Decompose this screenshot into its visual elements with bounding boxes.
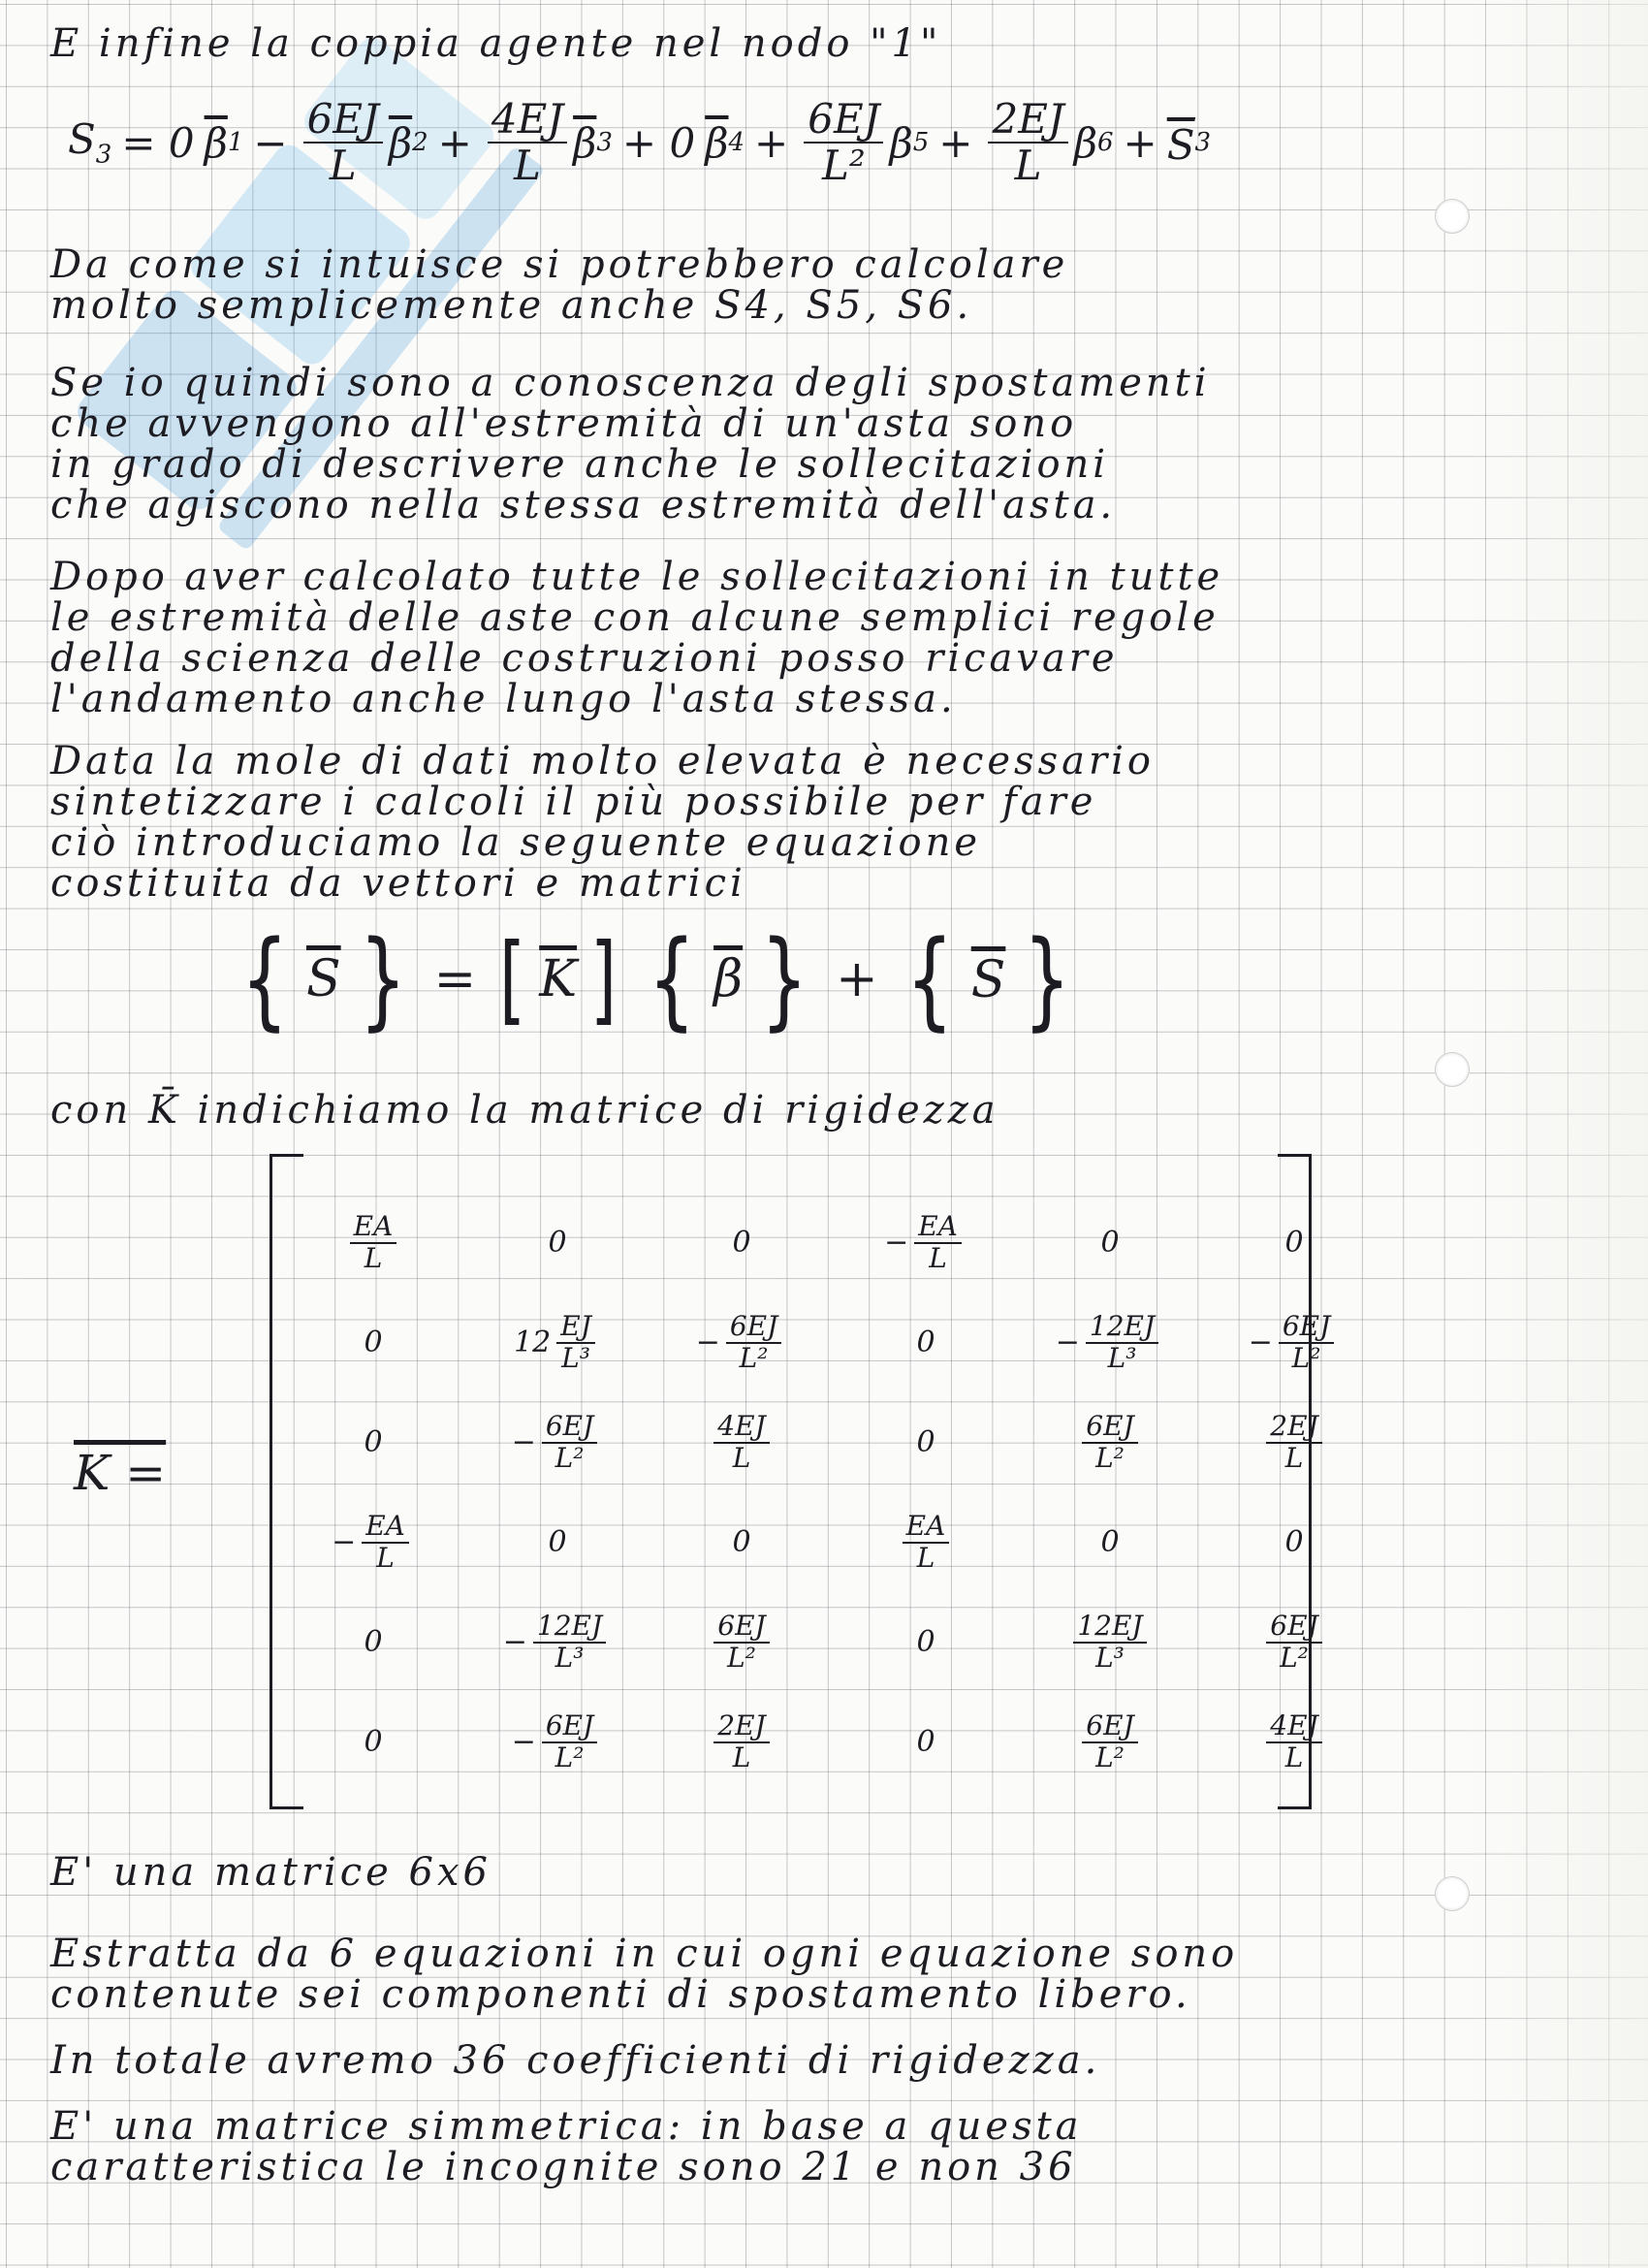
eq-subscript: 2 xyxy=(412,128,428,158)
matrix-denominator: L³ xyxy=(561,1341,590,1374)
matrix-prefix: 12 xyxy=(514,1326,552,1359)
eq-term: $\overline{\beta}$ xyxy=(388,118,413,167)
matrix-cell xyxy=(1202,1592,1386,1692)
matrix-value: 0 xyxy=(364,1625,383,1659)
text-line: In totale avremo 36 coefficienti di rigidezza. xyxy=(50,2038,1101,2083)
brace-open: { xyxy=(905,917,954,1041)
matrix-prefix: − xyxy=(1248,1326,1273,1359)
matrix-numerator: EJ xyxy=(556,1312,595,1344)
matrix-value: 0 xyxy=(916,1326,935,1359)
matrix-fraction xyxy=(542,1409,597,1474)
matrix-cell xyxy=(281,1293,465,1392)
eq-subscript: 1 xyxy=(227,128,244,158)
matrix-value: 0 xyxy=(916,1625,935,1659)
matrix-cell xyxy=(834,1592,1018,1692)
brace-close: } xyxy=(359,917,407,1041)
eq-symbol xyxy=(68,115,111,169)
matrix-denominator: L xyxy=(364,1241,383,1274)
matrix-cell xyxy=(650,1492,834,1592)
eq-denominator: L xyxy=(329,142,357,190)
matrix-numerator: 6EJ xyxy=(1082,1711,1137,1743)
matrix-denominator: L² xyxy=(555,1741,585,1773)
paper-right-margin xyxy=(1464,0,1648,2268)
matrix-numerator: 12EJ xyxy=(1073,1612,1146,1644)
eq-term: β xyxy=(889,118,913,167)
matrix-cell xyxy=(834,1293,1018,1392)
stiffness-matrix xyxy=(281,1193,1386,1792)
matrix-fraction xyxy=(1082,1409,1137,1474)
eq-vector-beta: $\overline{\beta}$ xyxy=(713,950,744,1008)
matrix-value: 0 xyxy=(1284,1226,1304,1260)
eq-term: + 0 xyxy=(621,118,696,167)
eq-fraction xyxy=(488,97,567,188)
text-line: Data la mole di dati molto elevata è necessario xyxy=(50,739,1155,783)
matrix-prefix: − xyxy=(884,1226,909,1260)
matrix-fraction xyxy=(362,1509,409,1574)
matrix-prefix: − xyxy=(511,1425,536,1459)
eq-term: + xyxy=(437,118,472,167)
matrix-denominator: L³ xyxy=(1095,1641,1125,1674)
eq-subscript: 4 xyxy=(728,128,745,158)
eq-term: $\overline{S}$ xyxy=(1167,117,1195,169)
matrix-prefix: − xyxy=(332,1525,357,1559)
eq-term: + xyxy=(1123,118,1157,167)
matrix-cell xyxy=(281,1592,465,1692)
brace-close: } xyxy=(760,917,808,1041)
eq-equals: = xyxy=(433,950,477,1008)
eq-numerator: 6EJ xyxy=(804,97,883,144)
matrix-value: 0 xyxy=(1284,1525,1304,1559)
matrix-fraction xyxy=(1266,1711,1321,1773)
matrix-fraction xyxy=(713,1409,769,1474)
matrix-fraction xyxy=(1073,1609,1146,1674)
matrix-label xyxy=(74,1445,166,1501)
eq-subscript: 3 xyxy=(1194,128,1212,158)
matrix-cell xyxy=(834,1492,1018,1592)
matrix-denominator: L xyxy=(916,1541,935,1574)
matrix-cell xyxy=(281,1692,465,1792)
text-line: contenute sei componenti di spostamento libero. xyxy=(50,1972,1191,2017)
matrix-prefix: − xyxy=(695,1326,720,1359)
text-line: E' una matrice 6x6 xyxy=(50,1850,492,1895)
text-line: l'andamento anche lungo l'asta stessa. xyxy=(50,677,957,721)
matrix-cell xyxy=(465,1492,650,1592)
eq-numerator: 2EJ xyxy=(988,97,1067,144)
eq-subscript: 5 xyxy=(912,128,930,158)
matrix-fraction xyxy=(713,1609,769,1674)
eq-term: + xyxy=(938,118,973,167)
binder-hole xyxy=(1435,1876,1470,1911)
bracket-open: [ xyxy=(499,922,526,1036)
matrix-cell xyxy=(1202,1392,1386,1492)
text-line: E infine la coppia agente nel nodo "1" xyxy=(50,21,942,66)
matrix-cell xyxy=(650,1392,834,1492)
eq-term: + xyxy=(754,118,789,167)
matrix-cell xyxy=(281,1492,465,1592)
eq-term: $\overline{\beta}$ xyxy=(573,118,597,167)
text-line: Da come si intuisce si potrebbero calcolare xyxy=(50,242,1069,287)
matrix-denominator: L² xyxy=(727,1641,756,1674)
matrix-denominator: L xyxy=(1284,1741,1304,1773)
matrix-prefix: − xyxy=(511,1725,536,1759)
matrix-numerator: 12EJ xyxy=(533,1612,606,1644)
eq-term: β xyxy=(1073,118,1097,167)
text-line: caratteristica le incognite sono 21 e non 36 xyxy=(50,2145,1077,2189)
matrix-label-text: K = xyxy=(74,1445,167,1501)
matrix-prefix: − xyxy=(502,1625,527,1659)
matrix-denominator: L xyxy=(929,1241,947,1274)
eq-denominator: L xyxy=(514,142,541,190)
matrix-value: 0 xyxy=(548,1226,567,1260)
matrix-numerator: 2EJ xyxy=(1266,1412,1321,1444)
matrix-fraction xyxy=(1279,1309,1334,1374)
eq-fraction xyxy=(804,97,883,188)
eq-denominator: L² xyxy=(821,142,866,190)
eq-vector-s: $\overline{S}$ xyxy=(306,950,341,1008)
matrix-fraction xyxy=(1266,1409,1321,1474)
text-line: ciò introduciamo la seguente equazione xyxy=(50,820,982,865)
matrix-cell xyxy=(281,1193,465,1293)
text-line: Dopo aver calcolato tutte le sollecitazioni in tutte xyxy=(50,555,1224,599)
matrix-denominator: L² xyxy=(1291,1341,1321,1374)
eq-subscript: 3 xyxy=(95,140,112,170)
matrix-value: 0 xyxy=(364,1326,383,1359)
eq-term: $\overline{\beta}$ xyxy=(204,118,228,167)
matrix-numerator: 6EJ xyxy=(1266,1612,1321,1644)
matrix-fraction xyxy=(350,1209,397,1274)
text-line: le estremità delle aste con alcune semplici regole xyxy=(50,595,1220,640)
matrix-cell xyxy=(1202,1293,1386,1392)
matrix-fraction xyxy=(713,1711,769,1773)
matrix-value: 0 xyxy=(916,1725,935,1759)
text-line: che agiscono nella stessa estremità dell'asta. xyxy=(50,483,1117,527)
matrix-denominator: L² xyxy=(1280,1641,1309,1674)
eq-matrix-k: $\overline{K}$ xyxy=(539,950,578,1008)
matrix-fraction xyxy=(1266,1609,1321,1674)
brace-open: { xyxy=(648,917,696,1041)
matrix-numerator: 6EJ xyxy=(726,1312,781,1344)
eq-numerator: 6EJ xyxy=(303,97,383,144)
eq-fraction xyxy=(988,97,1067,188)
matrix-numerator: 6EJ xyxy=(542,1412,597,1444)
matrix-numerator: 2EJ xyxy=(713,1711,769,1743)
matrix-cell xyxy=(1018,1592,1202,1692)
matrix-fraction xyxy=(903,1509,950,1574)
matrix-value: 0 xyxy=(548,1525,567,1559)
matrix-numerator: EA xyxy=(914,1212,962,1244)
matrix-numerator: 6EJ xyxy=(1279,1312,1334,1344)
matrix-fraction xyxy=(556,1309,595,1374)
matrix-fraction xyxy=(914,1209,962,1274)
matrix-cell xyxy=(281,1392,465,1492)
text-line: Estratta da 6 equazioni in cui ogni equazione sono xyxy=(50,1932,1239,1976)
binder-hole xyxy=(1435,199,1470,234)
matrix-numerator: 6EJ xyxy=(713,1612,769,1644)
matrix-denominator: L³ xyxy=(1107,1341,1137,1374)
matrix-cell xyxy=(1018,1492,1202,1592)
matrix-cell xyxy=(1018,1392,1202,1492)
matrix-prefix: − xyxy=(1055,1326,1080,1359)
matrix-value: 0 xyxy=(732,1525,751,1559)
matrix-numerator: 4EJ xyxy=(1266,1711,1321,1743)
matrix-cell xyxy=(465,1293,650,1392)
matrix-cell xyxy=(1018,1293,1202,1392)
matrix-denominator: L xyxy=(732,1441,751,1474)
matrix-numerator: EA xyxy=(903,1512,950,1544)
matrix-cell xyxy=(1018,1692,1202,1792)
matrix-cell xyxy=(834,1392,1018,1492)
bracket-close: ] xyxy=(589,922,618,1036)
eq-symbol: S xyxy=(68,115,96,164)
matrix-denominator: L² xyxy=(555,1441,585,1474)
matrix-numerator: 4EJ xyxy=(713,1412,769,1444)
text-line: in grado di descrivere anche le sollecitazioni xyxy=(50,442,1110,487)
matrix-denominator: L xyxy=(376,1541,395,1574)
matrix-cell xyxy=(650,1592,834,1692)
eq-term: $\overline{\beta}$ xyxy=(705,118,729,167)
matrix-numerator: 12EJ xyxy=(1086,1312,1158,1344)
matrix-numerator: 6EJ xyxy=(1082,1412,1137,1444)
matrix-cell xyxy=(465,1692,650,1792)
eq-numerator: 4EJ xyxy=(488,97,567,144)
matrix-numerator: EA xyxy=(350,1212,397,1244)
eq-denominator: L xyxy=(1014,142,1042,190)
matrix-denominator: L xyxy=(1284,1441,1304,1474)
text-line: costituita da vettori e matrici xyxy=(50,861,746,906)
eq-vector-s-fixed: $\overline{S}$ xyxy=(970,951,1006,1009)
eq-fraction xyxy=(303,97,383,188)
text-line: della scienza delle costruzioni posso ricavare xyxy=(50,636,1119,681)
text-line: sintetizzare i calcoli il più possibile per fare xyxy=(50,780,1097,824)
matrix-cell xyxy=(1202,1692,1386,1792)
matrix-cell xyxy=(1018,1193,1202,1293)
matrix-value: 0 xyxy=(1100,1525,1120,1559)
matrix-fraction xyxy=(726,1309,781,1374)
matrix-value: 0 xyxy=(916,1425,935,1459)
text-line: molto semplicemente anche S4, S5, S6. xyxy=(50,283,973,328)
eq-term: = 0 xyxy=(121,118,195,167)
equation-matrix-form xyxy=(223,917,1089,1041)
matrix-cell xyxy=(465,1193,650,1293)
matrix-value: 0 xyxy=(364,1425,383,1459)
matrix-denominator: L xyxy=(732,1741,751,1773)
matrix-cell xyxy=(650,1692,834,1792)
matrix-cell xyxy=(1202,1492,1386,1592)
matrix-numerator: 6EJ xyxy=(542,1711,597,1743)
eq-term: − xyxy=(253,118,288,167)
matrix-denominator: L² xyxy=(739,1341,769,1374)
text-line: E' una matrice simmetrica: in base a questa xyxy=(50,2104,1083,2149)
matrix-cell xyxy=(650,1193,834,1293)
matrix-cell xyxy=(834,1193,1018,1293)
brace-open: { xyxy=(240,917,289,1041)
matrix-cell xyxy=(465,1592,650,1692)
matrix-fraction xyxy=(1086,1309,1158,1374)
matrix-numerator: EA xyxy=(362,1512,409,1544)
matrix-fraction xyxy=(533,1609,606,1674)
matrix-denominator: L³ xyxy=(555,1641,585,1674)
text-line: che avvengono all'estremità di un'asta sono xyxy=(50,401,1078,446)
binder-hole xyxy=(1435,1052,1470,1087)
text-line: con K̄ indichiamo la matrice di rigidezza xyxy=(50,1088,999,1133)
matrix-fraction xyxy=(1082,1711,1137,1773)
matrix-cell xyxy=(465,1392,650,1492)
matrix-denominator: L² xyxy=(1095,1441,1125,1474)
matrix-cell xyxy=(650,1293,834,1392)
matrix-value: 0 xyxy=(364,1725,383,1759)
eq-subscript: 6 xyxy=(1096,128,1114,158)
matrix-denominator: L² xyxy=(1095,1741,1125,1773)
matrix-value: 0 xyxy=(1100,1226,1120,1260)
eq-subscript: 3 xyxy=(596,128,613,158)
matrix-fraction xyxy=(542,1711,597,1773)
matrix-cell xyxy=(1202,1193,1386,1293)
matrix-value: 0 xyxy=(732,1226,751,1260)
equation-s3 xyxy=(68,97,1211,188)
text-line: Se io quindi sono a conoscenza degli spostamenti xyxy=(50,361,1211,405)
matrix-cell xyxy=(834,1692,1018,1792)
eq-plus: + xyxy=(836,950,878,1008)
brace-close: } xyxy=(1023,917,1071,1041)
